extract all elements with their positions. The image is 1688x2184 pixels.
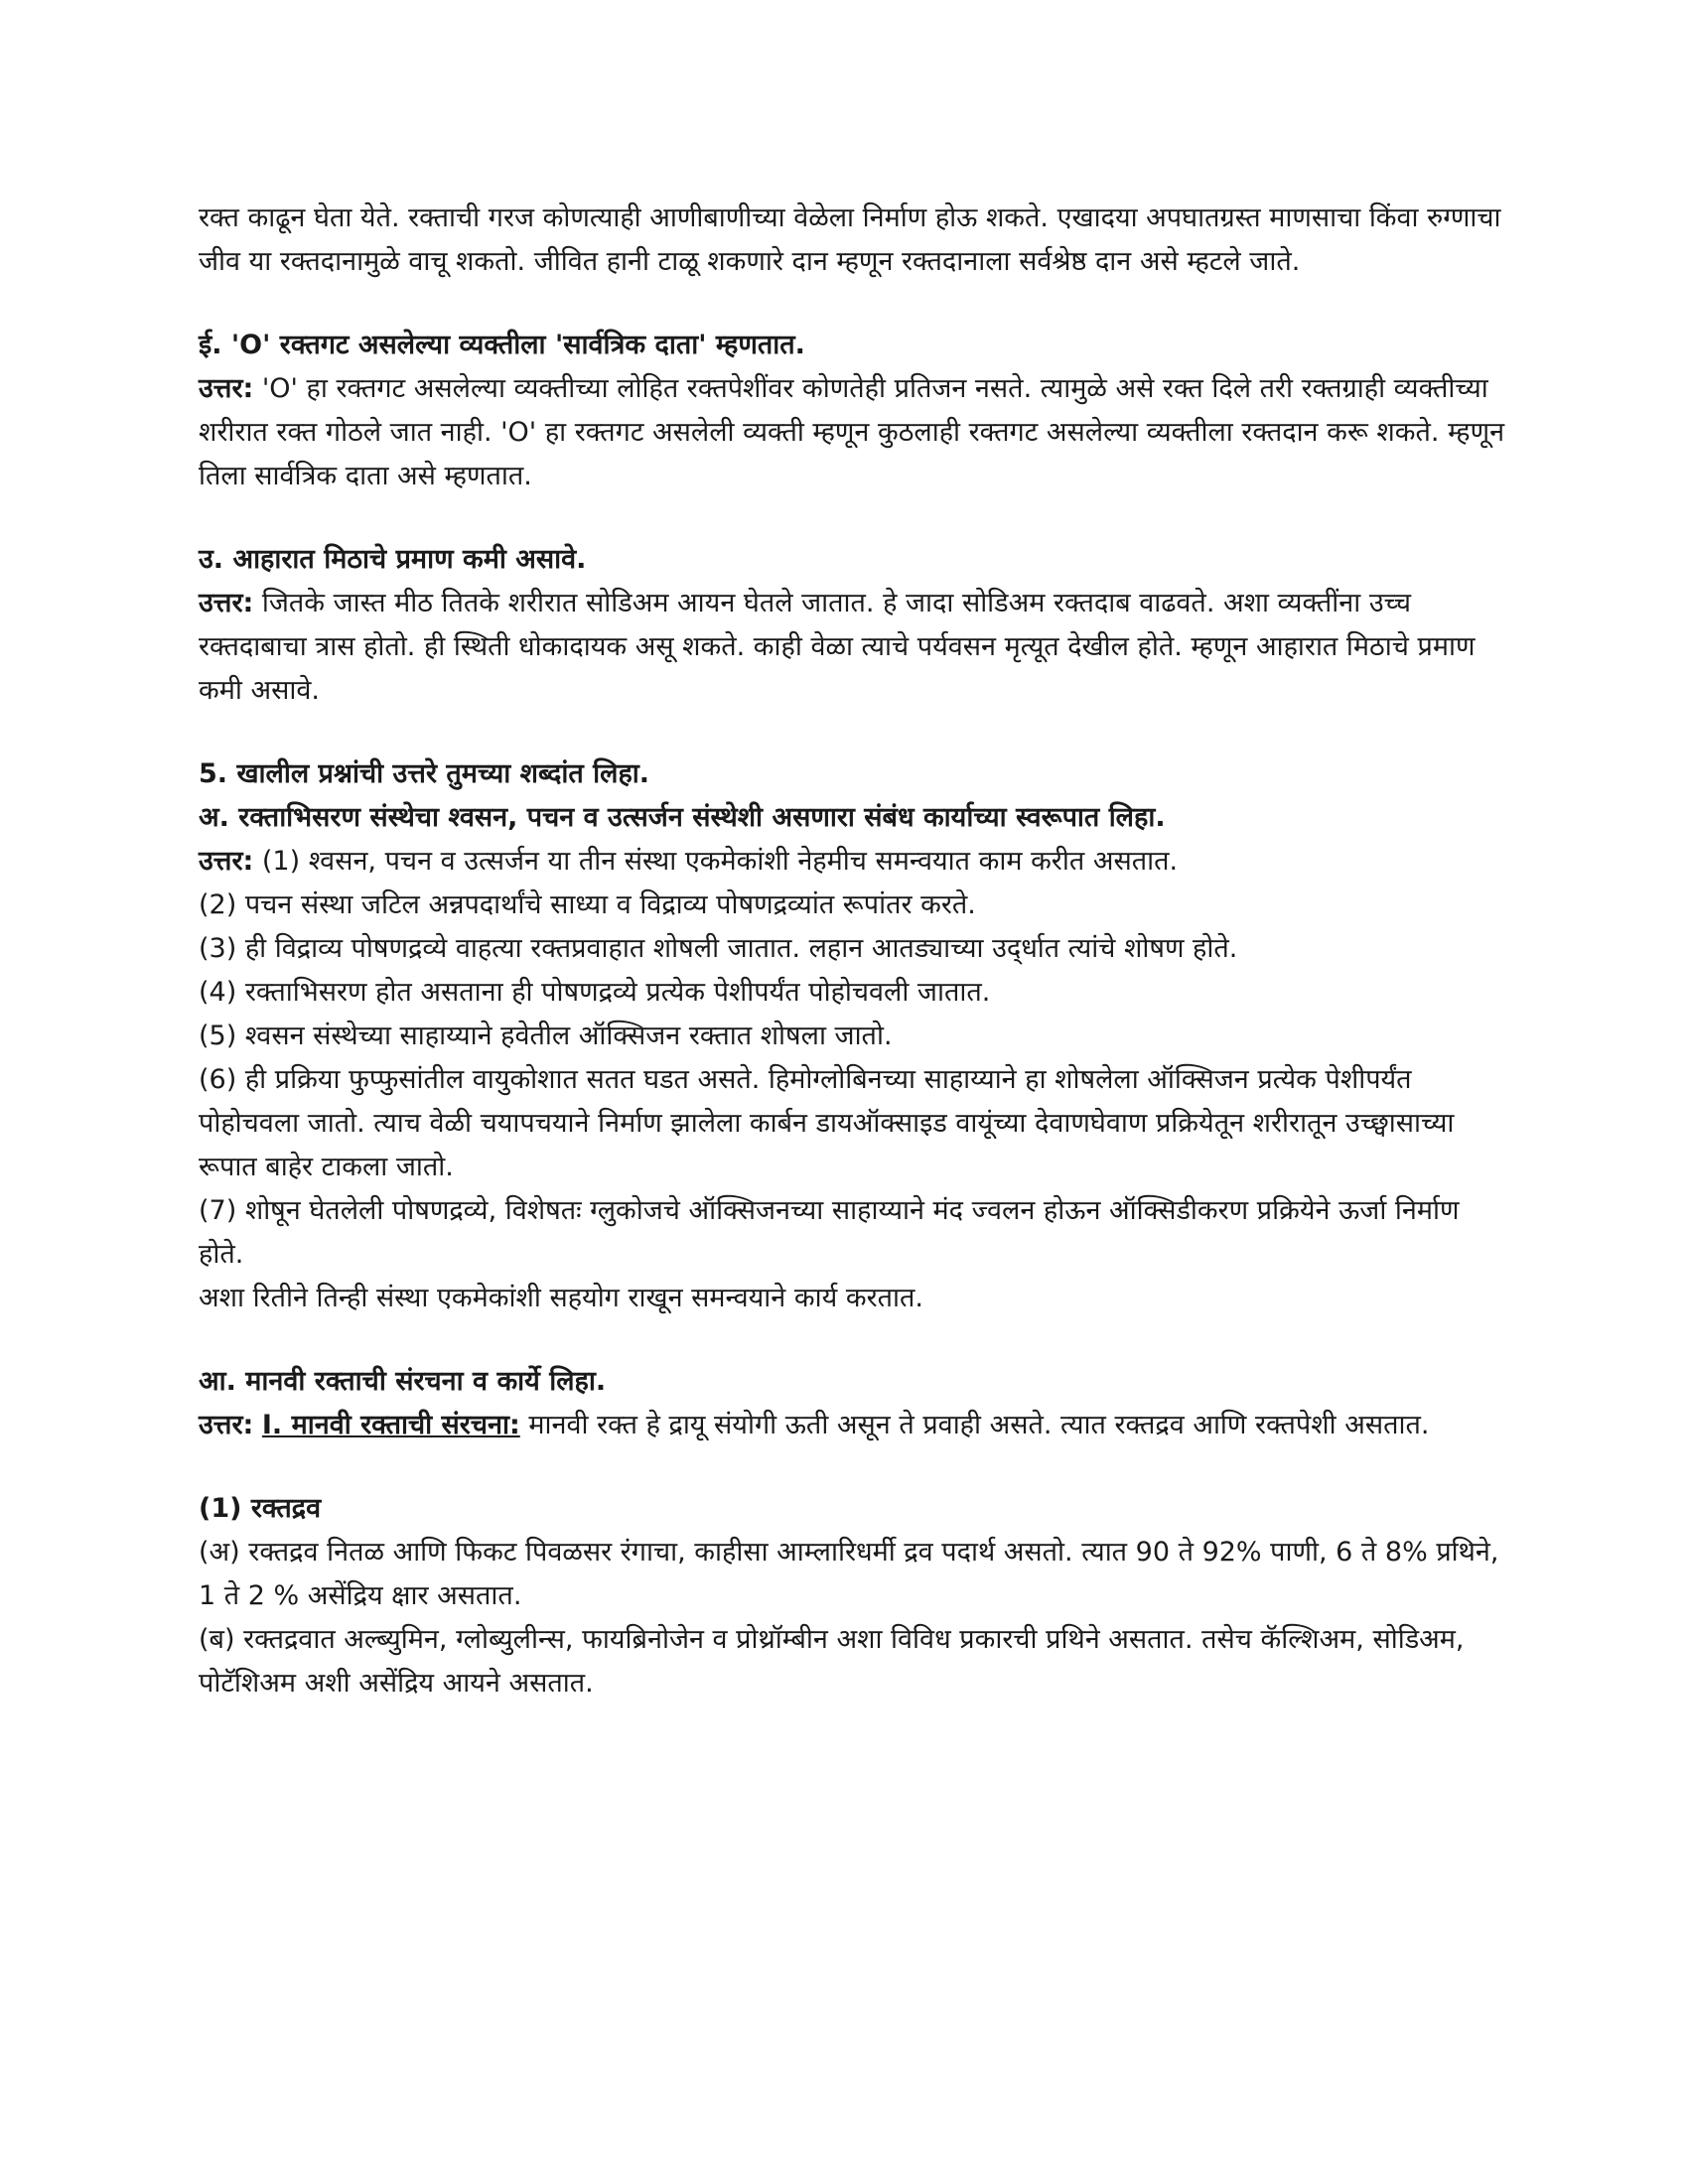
question-e: ई. 'O' रक्तगट असलेल्या व्यक्तीला 'सार्वत्रिक दाता' म्हणतात. [199,330,805,360]
answer-a-point: (4) रक्ताभिसरण होत असताना ही पोषणद्रव्ये प्रत्येक पेशीपर्यंत पोहोचवली जातात. [199,977,991,1008]
answer-aa [199,1404,1509,1447]
answer-a-point: (5) श्वसन संस्थेच्या साहाय्याने हवेतील ऑक्सिजन रक्तात शोषला जातो. [199,1021,893,1051]
section-5-heading: 5. खालील प्रश्नांची उत्तरे तुमच्या शब्दांत लिहा. [199,758,650,789]
answer-a-point: (2) पचन संस्था जटिल अन्नपदार्थांचे साध्या व विद्राव्य पोषणद्रव्यांत रूपांतर करते. [199,889,976,920]
plasma-point: (अ) रक्तद्रव नितळ आणि फिकट पिवळसर रंगाचा, काहीसा आम्लारिधर्मी द्रव पदार्थ असतो. त्यात 90 ते 92% पाणी, 6 ते 8% प्रथिने, 1 ते 2 % असेंद्रिय क्षार असतात. [199,1537,1499,1611]
answer-e-text: 'O' हा रक्तगट असलेल्या व्यक्तीच्या लोहित रक्तपेशींवर कोणतेही प्रतिजन नसते. त्यामुळे असे रक्त दिले तरी रक्तग्राही व्यक्तीच्या शरीरात रक्त गोठले जात नाही. 'O' हा रक्तगट असलेली व्यक्ती म्हणून कुठलाही रक्तगट असलेल्या व्यक्तीला रक्तदान करू शकते. म्हणून तिला सार्वत्रिक दाता असे म्हणतात. [199,373,1505,491]
answer-a-point-text: (1) श्वसन, पचन व उत्सर्जन या तीन संस्था एकमेकांशी नेहमीच समन्वयात काम करीत असतात. [253,846,1179,877]
answer-e [199,367,1509,498]
answer-a-point: (7) शोषून घेतलेली पोषणद्रव्ये, विशेषतः ग्लुकोजचे ऑक्सिजनच्या साहाय्याने मंद ज्वलन होऊन ऑक्सिडीकरण प्रक्रियेने ऊर्जा निर्माण होते. [199,1195,1460,1270]
intro-paragraph: रक्त काढून घेता येते. रक्ताची गरज कोणत्याही आणीबाणीच्या वेळेला निर्माण होऊ शकते. एखादया अपघातग्रस्त माणसाचा किंवा रुग्णाचा जीव या रक्तदानामुळे वाचू शकतो. जीवित हानी टाळू शकणारे दान म्हणून रक्तदानाला सर्वश्रेष्ठ दान असे म्हटले जाते. [199,203,1501,277]
answer-label: उत्तर: [199,373,254,404]
answer-u-text: जितके जास्त मीठ तितके शरीरात सोडिअम आयन घेतले जातात. हे जादा सोडिअम रक्तदाब वाढवते. अशा व्यक्तींना उच्च रक्तदाबाचा त्रास होतो. ही स्थिती धोकादायक असू शकते. काही वेळा त्याचे पर्यवसन मृत्यूत देखील होते. म्हणून आहारात मिठाचे प्रमाण कमी असावे. [199,588,1476,706]
answer-a-point [199,840,1509,884]
answer-label: उत्तर: [199,588,254,618]
answer-a-point: (6) ही प्रक्रिया फुप्फुसांतील वायुकोशात सतत घडत असते. हिमोग्लोबिनच्या साहाय्याने हा शोषलेला ऑक्सिजन प्रत्येक पेशीपर्यंत पोहोचवला जातो. त्याच वेळी चयापचयाने निर्माण झालेला कार्बन डायऑक्साइड वायूंच्या देवाणघेवाण प्रक्रियेतून शरीरातून उच्छ्वासाच्या रूपात बाहेर टाकला जातो. [199,1064,1455,1182]
question-a: अ. रक्ताभिसरण संस्थेचा श्वसन, पचन व उत्सर्जन संस्थेशी असणारा संबंध कार्याच्या स्वरूपात लिहा. [199,802,1166,833]
answer-label: उत्तर: [199,1410,254,1440]
page-content [199,197,1509,1706]
answer-u [199,582,1509,713]
answer-a-point: (3) ही विद्राव्य पोषणद्रव्ये वाहत्या रक्तप्रवाहात शोषली जातात. लहान आतड्याच्या उद्‌र्धात त्यांचे शोषण होते. [199,933,1238,964]
structure-subheading: I. मानवी रक्ताची संरचना: [261,1410,520,1440]
question-aa: आ. मानवी रक्ताची संरचना व कार्ये लिहा. [199,1366,607,1397]
question-u: उ. आहारात मिठाचे प्रमाण कमी असावे. [199,544,587,575]
plasma-point: (ब) रक्तद्रवात अल्ब्युमिन, ग्लोब्युलीन्स, फायब्रिनोजेन व प्रोथ्रॉम्बीन अशा विविध प्रकारची प्रथिने असतात. तसेच कॅल्शिअम, सोडिअम, पोटॅशिअम अशी असेंद्रिय आयने असतात. [199,1624,1465,1699]
answer-aa-text: मानवी रक्त हे द्रायू संयोगी ऊती असून ते प्रवाही असते. त्यात रक्तद्रव आणि रक्तपेशी असतात. [519,1410,1430,1440]
plasma-heading: (1) रक्तद्रव [199,1493,322,1524]
answer-label: उत्तर: [199,846,254,877]
answer-a-conclusion: अशा रितीने तिन्ही संस्था एकमेकांशी सहयोग राखून समन्वयाने कार्य करतात. [199,1283,923,1313]
